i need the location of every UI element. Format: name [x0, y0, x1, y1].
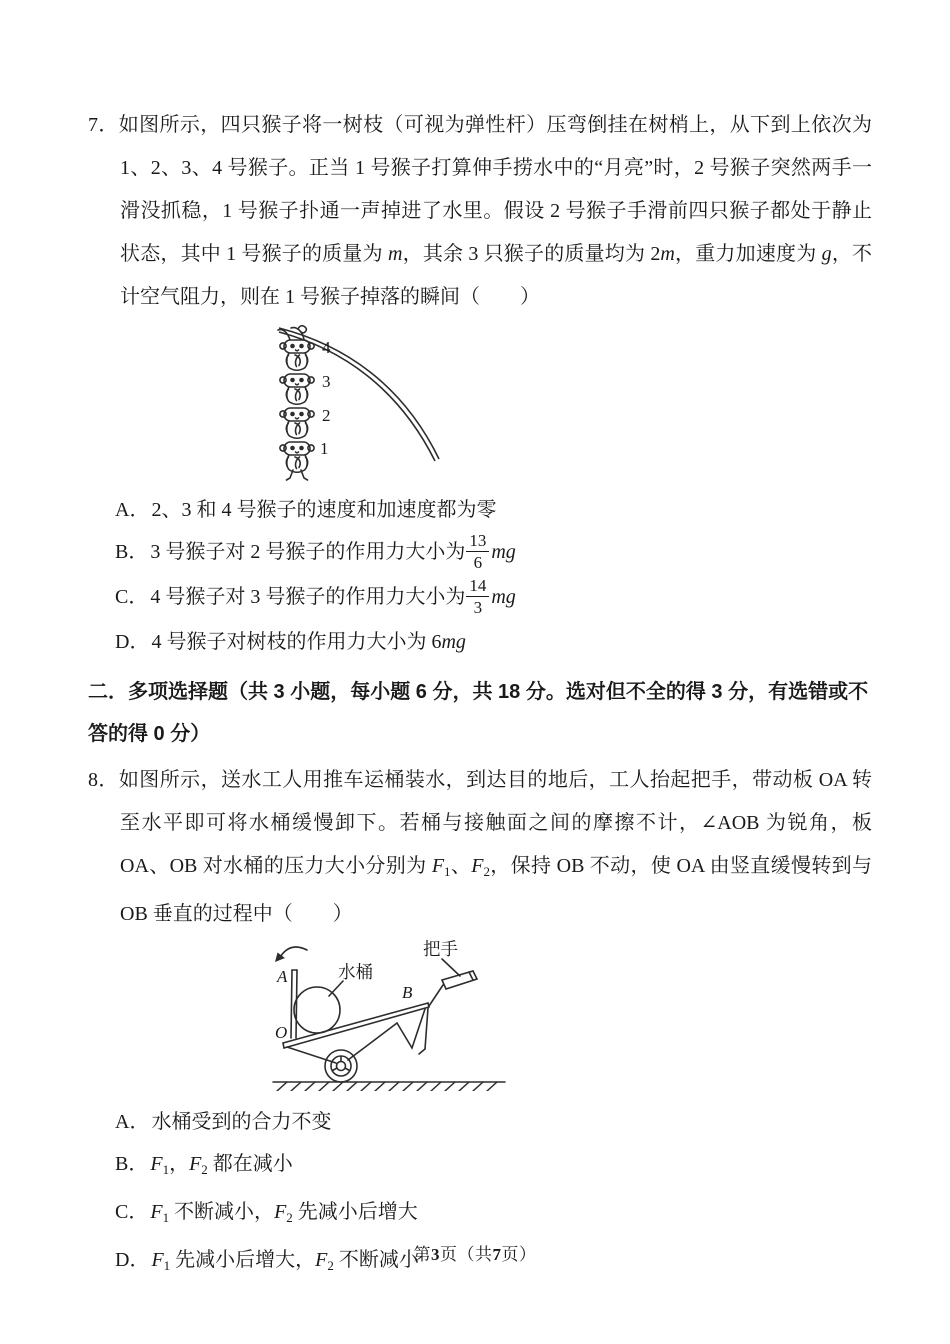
option-row-7b [115, 531, 872, 576]
monkey-label-4: 4 [322, 338, 331, 357]
section-2-heading: 二．多项选择题（共 3 小题，每小题 6 分，共 18 分。选对但不全的得 3 分，有选错或不答的得 0 分） [88, 681, 869, 746]
cart-figure-svg [245, 936, 507, 1091]
cart-label-bucket: 水桶 [338, 962, 373, 983]
option-row-7d [115, 621, 872, 663]
handle-pointer-line [442, 959, 460, 976]
bucket-circle [294, 987, 340, 1033]
cart-label-B: B [402, 983, 413, 1003]
rotation-arrowhead [275, 953, 285, 963]
option-row-8a [115, 1101, 872, 1143]
cart-label-handle: 把手 [423, 939, 458, 960]
option-text: 2、3 和 4 号猴子的速度和加速度都为零 [151, 499, 497, 521]
ground [273, 1082, 505, 1091]
option-row-8c [115, 1191, 872, 1239]
branch-curve [279, 328, 439, 461]
option-text: 4 号猴子对 3 号猴子的作用力大小为 $\frac{14}{3}$ mg [150, 576, 516, 618]
option-label: A． [115, 1111, 150, 1134]
question-7 [88, 104, 872, 663]
option-text: 3 号猴子对 2 号猴子的作用力大小为 $\frac{13}{6}$ mg [150, 531, 516, 573]
monkey-figure [255, 323, 460, 481]
option-row-8b [115, 1143, 872, 1191]
cart-label-A: A [277, 967, 288, 987]
question-7-number: 7． [88, 114, 119, 136]
wheel [325, 1050, 357, 1082]
option-label: D． [115, 1249, 150, 1272]
option-label: C． [115, 586, 149, 609]
cart-figure [245, 936, 507, 1091]
monkey-chain [280, 340, 314, 480]
question-7-text [88, 104, 872, 319]
monkey-4 [280, 340, 314, 370]
question-8-body: 如图所示，送水工人用推车运桶装水，到达目的地后，工人抬起把手，带动板 OA 转至水平即可将水桶缓慢卸下。若桶与接触面之间的摩擦不计，∠AOB 为锐角，板 OA、OB 对水桶的压力大小分别为 $F_1$、$F_2$，保持 OB 不动，使 OA 由竖直缓慢转到与 OB 垂直的过程中（ ） [118, 769, 873, 926]
option-label: B． [115, 1153, 149, 1176]
option-text: 水桶受到的合力不变 [151, 1111, 332, 1134]
question-8-number: 8． [88, 769, 119, 792]
bucket-pointer-line [329, 981, 343, 996]
monkey-2 [280, 408, 314, 438]
option-row-7a [115, 489, 872, 531]
cart-label-O: O [275, 1023, 288, 1043]
option-text: $F_1$ 不断减小，$F_2$ 先减小后增大 [150, 1201, 418, 1226]
option-label: D． [115, 631, 150, 654]
monkey-label-1: 1 [320, 439, 329, 458]
page-indicator: 第3页（共7页） [413, 1245, 537, 1264]
option-text: $F_1$，$F_2$ 都在减小 [150, 1153, 293, 1178]
option-text: $F_1$ 先减小后增大，$F_2$ 不断减小 [151, 1249, 419, 1274]
question-7-body: 如图所示，四只猴子将一树枝（可视为弹性杆）压弯倒挂在树梢上，从下到上依次为 1、2、3、4 号猴子。正当 1 号猴子打算伸手捞水中的“月亮”时，2 号猴子突然两手一滑没抓稳，1 号猴子扑通一声掉进了水里。假设 2 号猴子手滑前四只猴子都处于静止状态，其中 1 号猴子的质量为 m，其余 3 只猴子的质量均为 2m，重力加速度为 g，不计空气阻力，则在 1 号猴子掉落的瞬间（ ） [118, 114, 873, 308]
monkey-1 [280, 442, 314, 472]
question-7-options [88, 489, 872, 663]
monkey-label-2: 2 [322, 406, 331, 425]
monkey-figure-svg [255, 323, 460, 481]
option-label: C． [115, 1201, 149, 1224]
handle-frame [429, 971, 477, 1006]
monkey-label-3: 3 [322, 372, 331, 391]
option-label: B． [115, 541, 149, 564]
option-label: A． [115, 499, 150, 521]
monkey-3 [280, 374, 314, 404]
option-row-7c [115, 576, 872, 621]
question-8 [88, 759, 872, 1287]
question-8-text [88, 759, 872, 936]
option-text: 4 号猴子对树枝的作用力大小为 6mg [151, 631, 466, 654]
